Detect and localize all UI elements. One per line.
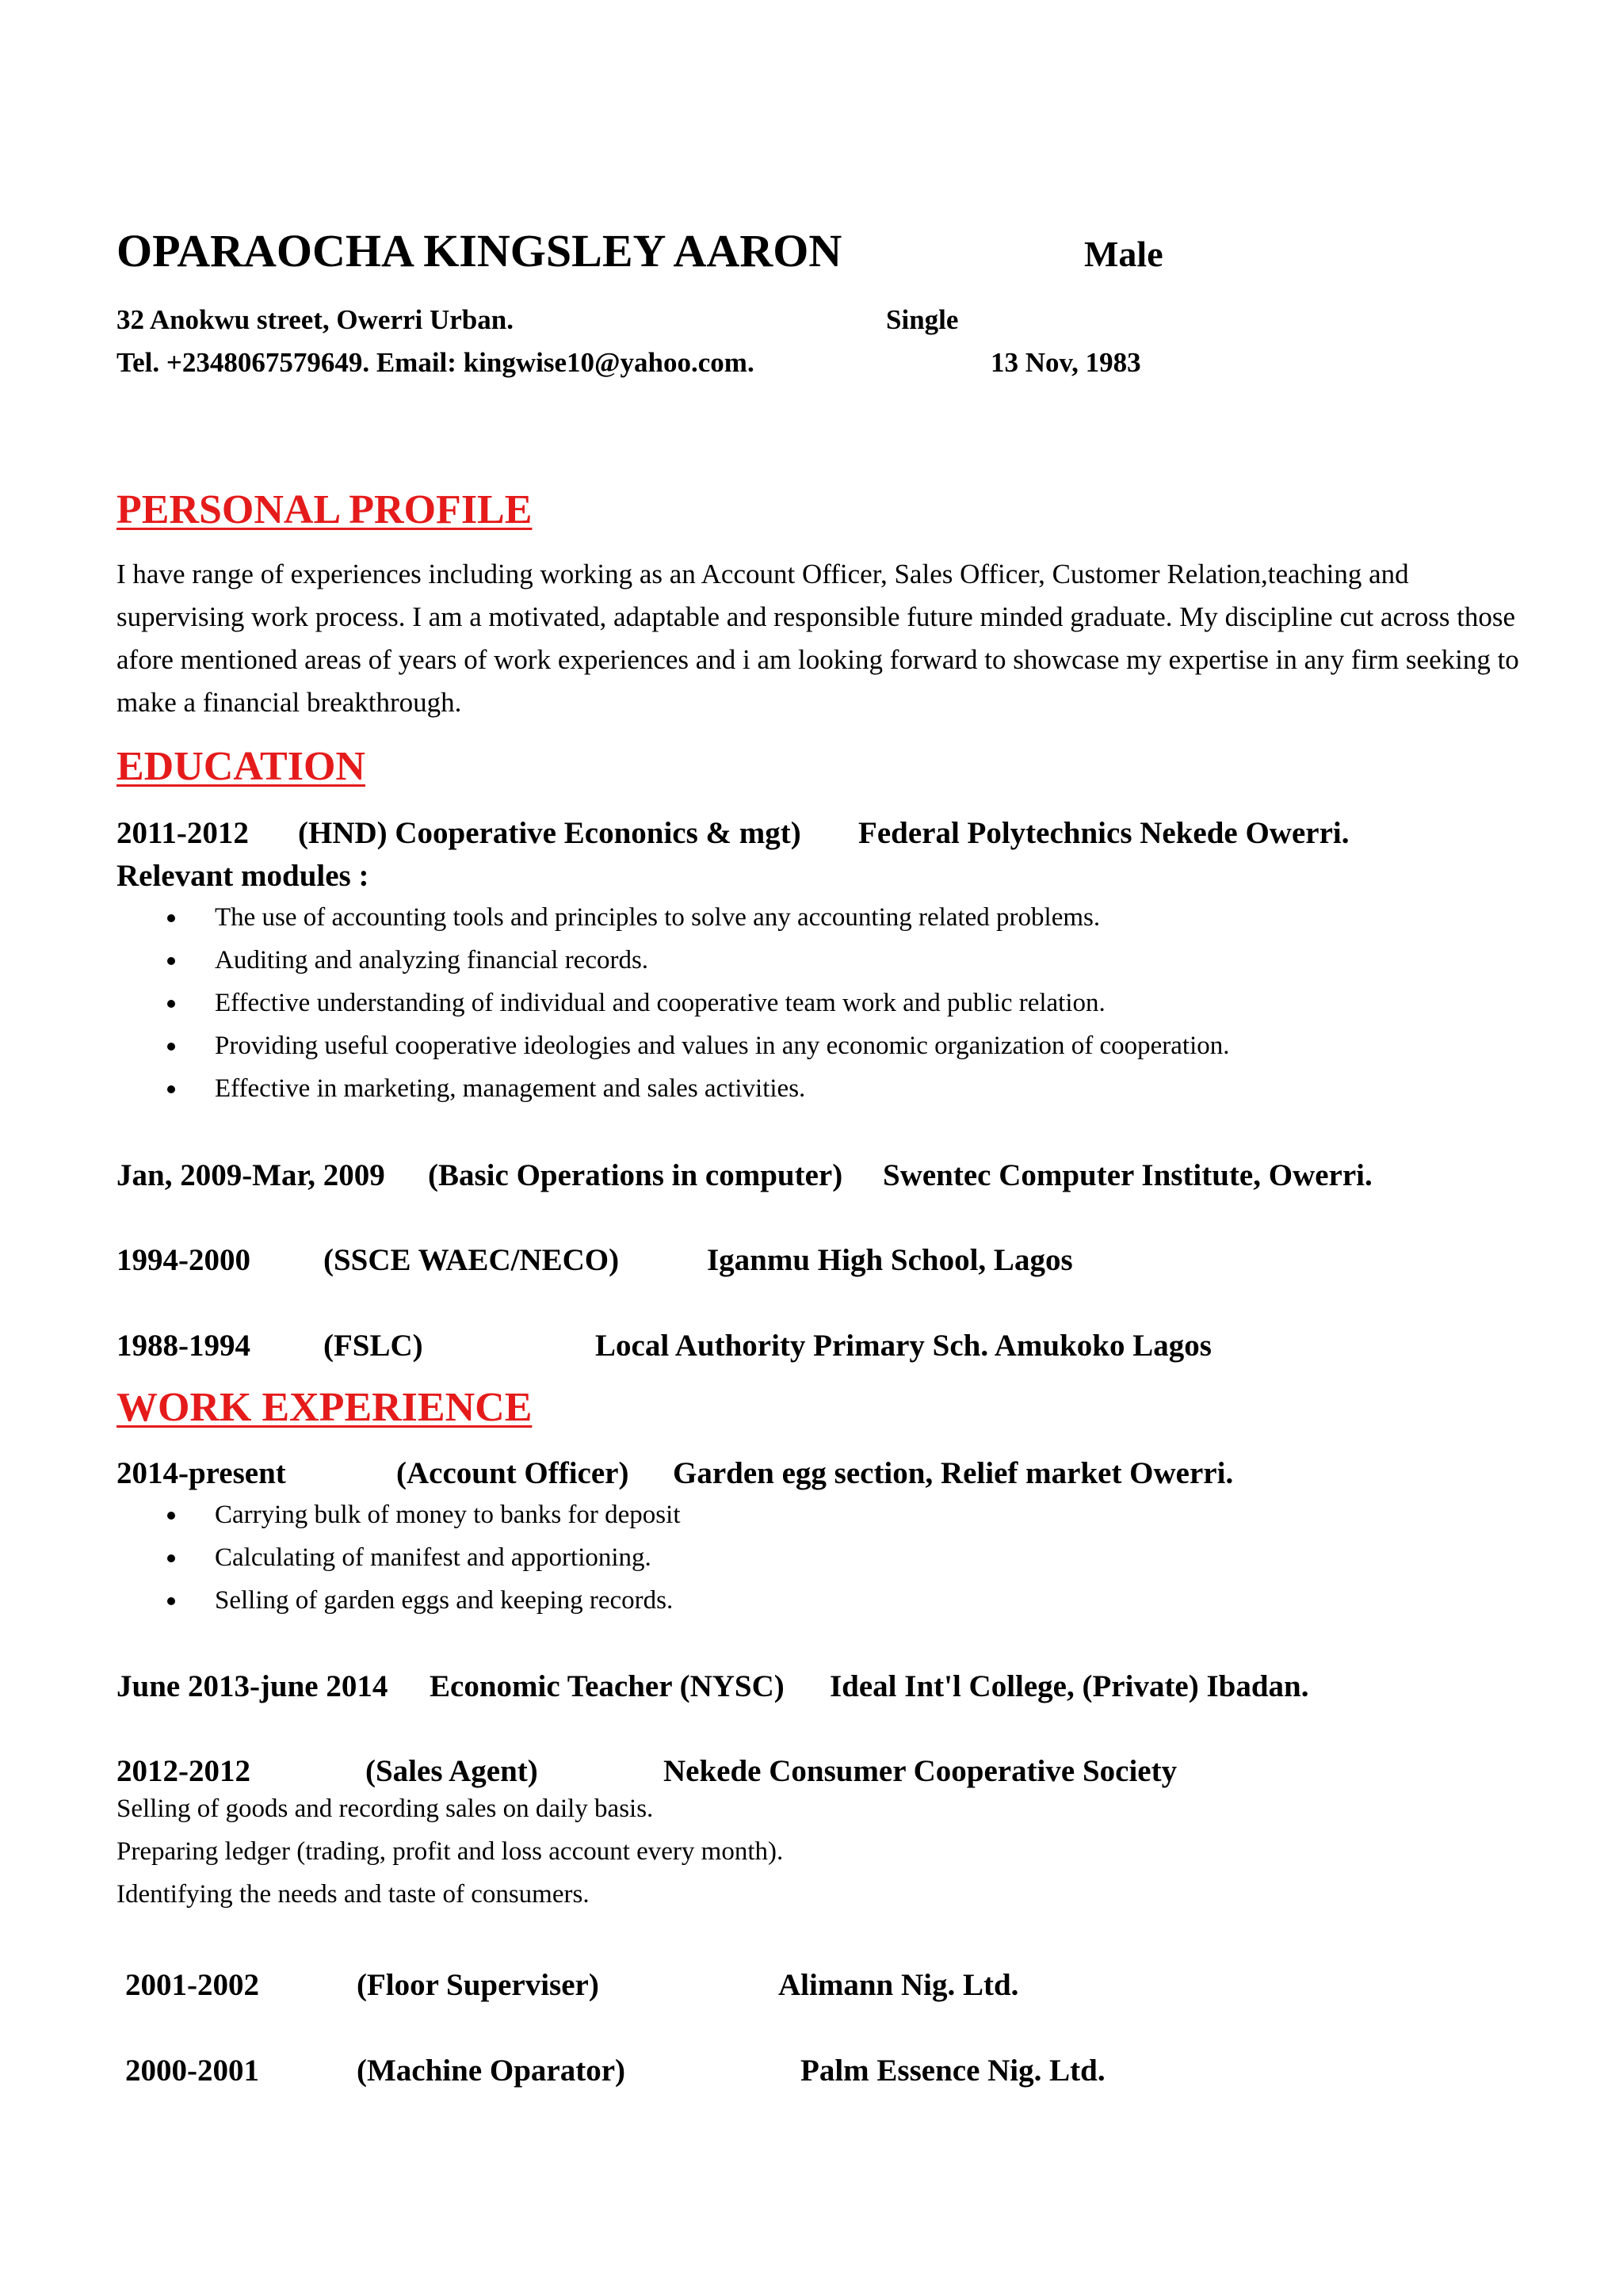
- education-period: 2011-2012: [116, 816, 249, 850]
- education-period: 1994-2000: [116, 1243, 250, 1277]
- list-item: Effective understanding of individual and cooperative team work and public relation.: [116, 982, 1230, 1024]
- list-item: Calculating of manifest and apportioning.: [116, 1536, 681, 1579]
- list-item: Carrying bulk of money to banks for deposit: [116, 1493, 681, 1536]
- work-role: (Machine Oparator): [357, 2054, 626, 2088]
- relevant-modules-label: Relevant modules :: [116, 859, 369, 893]
- education-institution: Local Authority Primary Sch. Amukoko Lagos: [595, 1329, 1212, 1363]
- list-item: Auditing and analyzing financial records.: [116, 939, 1230, 982]
- work-period: 2000-2001: [125, 2054, 259, 2088]
- work-role: (Sales Agent): [365, 1754, 538, 1788]
- list-item: The use of accounting tools and principles to solve any accounting related problems.: [116, 896, 1230, 939]
- sales-duty-line: Selling of goods and recording sales on daily basis.: [116, 1794, 654, 1823]
- education-course: (SSCE WAEC/NECO): [323, 1243, 620, 1277]
- work-period: June 2013-june 2014: [116, 1669, 388, 1703]
- education-institution: Swentec Computer Institute, Owerri.: [883, 1158, 1373, 1192]
- modules-list: [116, 896, 1230, 1110]
- sales-duty-line: Identifying the needs and taste of consumers.: [116, 1880, 590, 1909]
- work-employer: Ideal Int'l College, (Private) Ibadan.: [830, 1669, 1309, 1703]
- work-role: Economic Teacher (NYSC): [430, 1669, 785, 1703]
- account-duties-list: [116, 1493, 681, 1622]
- list-item: Selling of garden eggs and keeping records.: [116, 1579, 681, 1622]
- education-course: (HND) Cooperative Econonics & mgt): [298, 816, 801, 850]
- work-period: 2001-2002: [125, 1968, 259, 2002]
- list-item: Effective in marketing, management and sales activities.: [116, 1067, 1230, 1110]
- marital-status: Single: [886, 304, 959, 335]
- contact-line: Tel. +2348067579649. Email: kingwise10@yahoo.com.: [116, 347, 754, 378]
- sales-duty-line: Preparing ledger (trading, profit and loss account every month).: [116, 1837, 784, 1866]
- candidate-name: OPARAOCHA KINGSLEY AARON: [116, 225, 842, 277]
- education-course: (FSLC): [323, 1329, 423, 1363]
- work-employer: Palm Essence Nig. Ltd.: [800, 2054, 1106, 2088]
- education-course: (Basic Operations in computer): [428, 1158, 843, 1192]
- work-employer: Garden egg section, Relief market Owerri.: [673, 1456, 1234, 1490]
- gender: Male: [1084, 234, 1163, 274]
- education-institution: Iganmu High School, Lagos: [707, 1243, 1073, 1277]
- list-item: Providing useful cooperative ideologies and values in any economic organization of cooperation.: [116, 1024, 1230, 1067]
- work-role: (Account Officer): [396, 1456, 629, 1490]
- work-period: 2014-present: [116, 1456, 286, 1490]
- section-heading-education: EDUCATION: [116, 744, 365, 789]
- education-institution: Federal Polytechnics Nekede Owerri.: [858, 816, 1350, 850]
- profile-text: I have range of experiences including working as an Account Officer, Sales Officer, Customer Relation,teaching and supervising work process. I am a motivated, adaptable and responsible future minded graduate. My discipline cut across those afore mentioned areas of years of work experiences and i am looking forward to showcase my expertise in any firm seeking to make a financial breakthrough.: [116, 559, 1519, 718]
- education-period: Jan, 2009-Mar, 2009: [116, 1158, 385, 1192]
- address: 32 Anokwu street, Owerri Urban.: [116, 304, 514, 335]
- section-heading-profile: PERSONAL PROFILE: [116, 487, 533, 532]
- work-role: (Floor Superviser): [357, 1968, 599, 2002]
- work-period: 2012-2012: [116, 1754, 250, 1788]
- education-period: 1988-1994: [116, 1329, 250, 1363]
- section-heading-work: WORK EXPERIENCE: [116, 1385, 533, 1430]
- work-employer: Nekede Consumer Cooperative Society: [663, 1754, 1178, 1788]
- date-of-birth: 13 Nov, 1983: [991, 347, 1141, 378]
- work-employer: Alimann Nig. Ltd.: [778, 1968, 1019, 2002]
